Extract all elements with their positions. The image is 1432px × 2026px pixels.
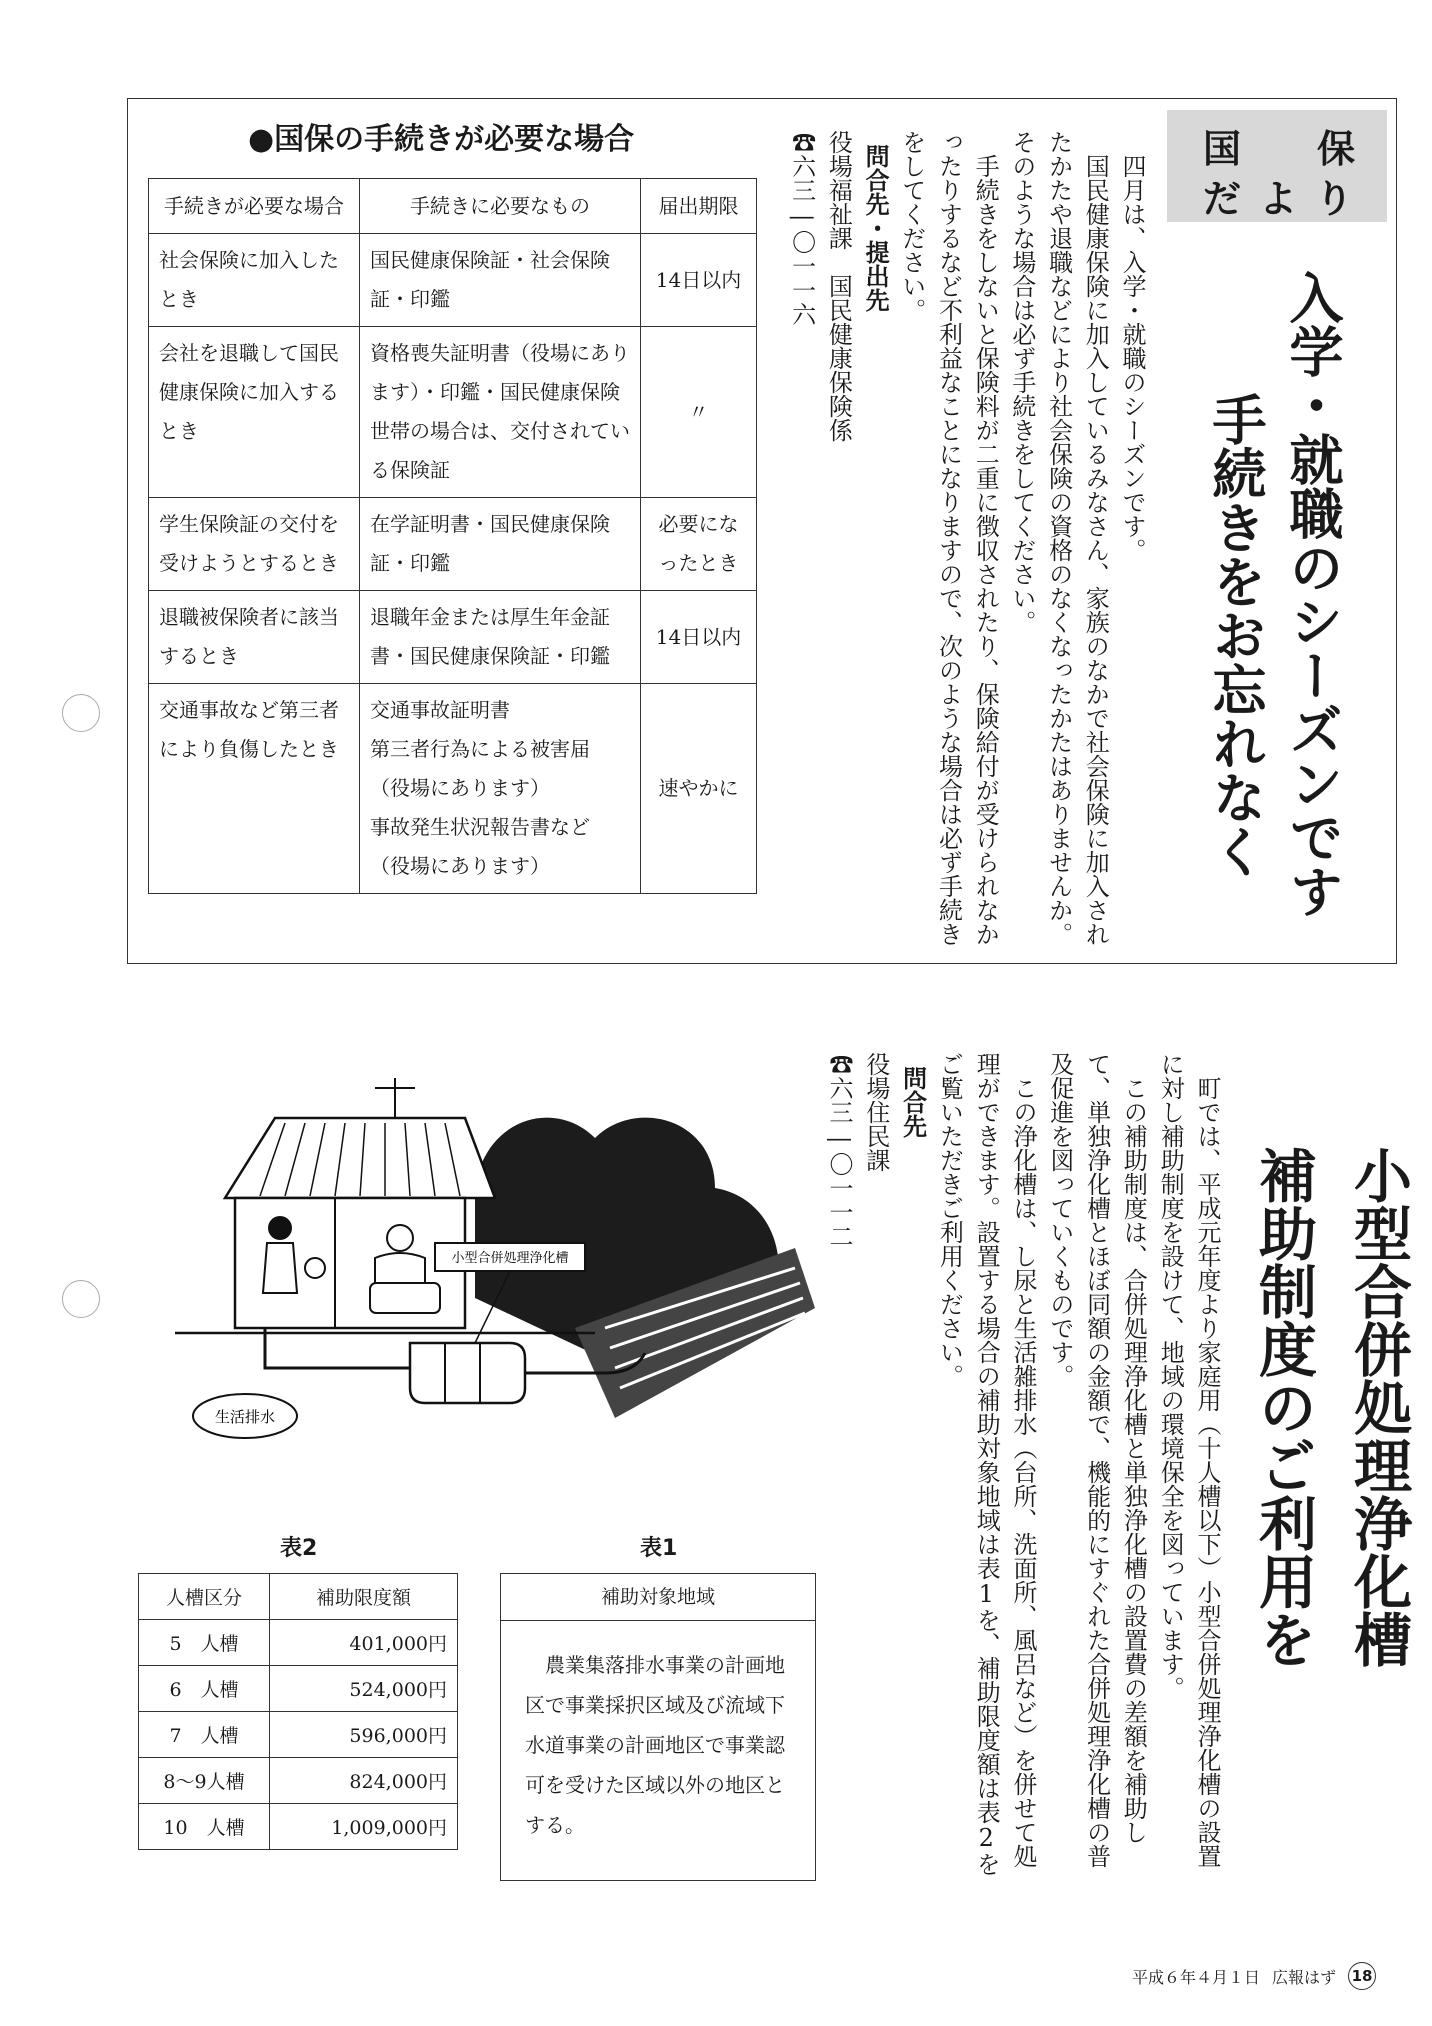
- article-2-paragraph: この浄化槽は、し尿と生活雑排水（台所、洗面所、風呂など）を併せて処理ができます。設置する場合の補助対象地域は表1を、補助限度額は表2をご覧いただきご利用ください。: [935, 1052, 1038, 1876]
- tank-capacity: 6 人槽: [139, 1666, 270, 1712]
- procedure-case: 学生保険証の交付を受けようとするとき: [149, 498, 360, 591]
- procedure-case: 退職被保険者に該当するとき: [149, 591, 360, 684]
- article-1-paragraph: 国民健康保険に加入しているみなさん、家族のなかで社会保険に加入されたかたや退職などにより社会保険の資格のなくなったかたはありませんか。そのような場合は必ず手続きをしてください。: [1007, 130, 1110, 946]
- article-1-contact-text: 役場福祉課 国民健康保険係: [824, 130, 853, 442]
- subsidy-amount: 596,000円: [270, 1712, 458, 1758]
- article-1-paragraph: 四月は、入学・就職のシーズンです。: [1118, 154, 1146, 562]
- table-row: [139, 1666, 458, 1712]
- article-2-body: [825, 1052, 1225, 1882]
- procedure-requirements: 交通事故証明書 第三者行為による被害届 （役場にあります） 事故発生状況報告書など （役場にあります）: [360, 684, 641, 894]
- procedure-table-header: 手続きに必要なもの: [360, 179, 641, 234]
- headline-1-line-1: 入学・就職のシーズンです: [1281, 270, 1344, 918]
- procedure-deadline: 速やかに: [641, 684, 757, 894]
- tank-capacity: 10 人槽: [139, 1804, 270, 1850]
- issue-date: 平成６年４月１日: [1132, 1967, 1261, 1987]
- table-row: [149, 498, 757, 591]
- table-1-caption: 表1: [640, 1536, 678, 1561]
- article-2-contact-label: 問合先: [898, 1066, 928, 1139]
- table-row: [139, 1712, 458, 1758]
- procedure-requirements: 在学証明書・国民健康保険証・印鑑: [360, 498, 641, 591]
- table-2-caption: 表2: [280, 1536, 318, 1561]
- headline-2-line-2: 補助制度のご利用を: [1249, 1146, 1317, 1668]
- procedure-deadline: 必要になったとき: [641, 498, 757, 591]
- article-1-contact-label: 問合先・提出先: [861, 144, 891, 313]
- column-label-kokuho-dayori: [1167, 110, 1387, 222]
- table-row: [149, 234, 757, 327]
- procedure-table-title: ●国保の手続きが必要な場合: [248, 122, 635, 157]
- column-label-char-1: 国: [1203, 127, 1242, 171]
- procedure-case: 交通事故など第三者により負傷したとき: [149, 684, 360, 894]
- subsidy-amount: 1,009,000円: [270, 1804, 458, 1850]
- table-row: [149, 684, 757, 894]
- headline-1-line-2: 手続きをお忘れなく: [1204, 392, 1267, 878]
- article-2-paragraph: 町では、平成元年度より家庭用（十人槽以下）小型合併処理浄化槽の設置に対し補助制度を設けて、地域の環境保全を図っています。: [1156, 1052, 1221, 1868]
- procedure-deadline: 14日以内: [641, 234, 757, 327]
- subsidy-amount: 401,000円: [270, 1620, 458, 1666]
- procedure-case: 会社を退職して国民健康保険に加入するとき: [149, 327, 360, 498]
- table-row: [139, 1620, 458, 1666]
- procedure-table-header: 手続きが必要な場合: [149, 179, 360, 234]
- subsidy-table-header: 補助限度額: [270, 1574, 458, 1620]
- subsidy-area-header: 補助対象地域: [501, 1574, 815, 1621]
- article-2-paragraph: この補助制度は、合併処理浄化槽と単独浄化槽の設置費の差額を補助して、単独浄化槽とほぼ同額の金額で、機能的にすぐれた合併処理浄化槽の普及促進を図っていくものです。: [1045, 1052, 1148, 1868]
- article-2-contact-phone: ☎六三―〇一一二: [825, 1052, 854, 1248]
- illustration-tank-label: 小型合併処理浄化槽: [451, 1251, 569, 1266]
- subsidy-amount: 524,000円: [270, 1666, 458, 1712]
- article-2-contact-text: 役場住民課: [861, 1052, 890, 1172]
- column-label-char-2: 保: [1317, 127, 1356, 171]
- tank-capacity: 5 人槽: [139, 1620, 270, 1666]
- binder-hole-top: [62, 694, 100, 732]
- illustration-waste-label: 生活排水: [214, 1408, 276, 1426]
- table-row: [139, 1804, 458, 1850]
- procedure-requirements: 資格喪失証明書（役場にあります）・印鑑・国民健康保険世帯の場合は、交付されている保険証: [360, 327, 641, 498]
- procedure-case: 社会保険に加入したとき: [149, 234, 360, 327]
- procedure-table-header: 届出期限: [641, 179, 757, 234]
- tank-capacity: 8～9人槽: [139, 1758, 270, 1804]
- article-1-body: [787, 130, 1150, 960]
- article-1-paragraph: 手続きをしないと保険料が二重に徴収されたり、保険給付が受けられなかったりするなど不利益なことになりますので、次のような場合は必ず手続きをしてください。: [897, 130, 1000, 946]
- article-1-contact-phone: ☎六三―〇一一六: [787, 130, 816, 326]
- table-row: [149, 327, 757, 498]
- table-row: [139, 1758, 458, 1804]
- procedure-table: [148, 178, 757, 894]
- procedure-requirements: 国民健康保険証・社会保険証・印鑑: [360, 234, 641, 327]
- tank-capacity: 7 人槽: [139, 1712, 270, 1758]
- septic-tank-illustration: [175, 1078, 815, 1458]
- procedure-requirements: 退職年金または厚生年金証書・国民健康保険証・印鑑: [360, 591, 641, 684]
- column-label-char-3: だより: [1203, 177, 1372, 221]
- subsidy-table-header: 人槽区分: [139, 1574, 270, 1620]
- page-number: 18: [1348, 1962, 1376, 1990]
- procedure-deadline: 14日以内: [641, 591, 757, 684]
- subsidy-area-text: 農業集落排水事業の計画地区で事業採択区域及び流域下水道事業の計画地区で事業認可を受けた区域以外の地区とする。: [525, 1653, 785, 1837]
- publication-name: 広報はず: [1272, 1967, 1337, 1987]
- subsidy-amount: 824,000円: [270, 1758, 458, 1804]
- page-footer: [1132, 1962, 1376, 1990]
- headline-2-line-1: 小型合併処理浄化槽: [1344, 1146, 1412, 1668]
- binder-hole-bottom: [62, 1280, 100, 1318]
- procedure-deadline: 〃: [641, 327, 757, 498]
- subsidy-limit-table: [138, 1573, 458, 1850]
- table-row: [149, 591, 757, 684]
- subsidy-area-table: [500, 1573, 816, 1881]
